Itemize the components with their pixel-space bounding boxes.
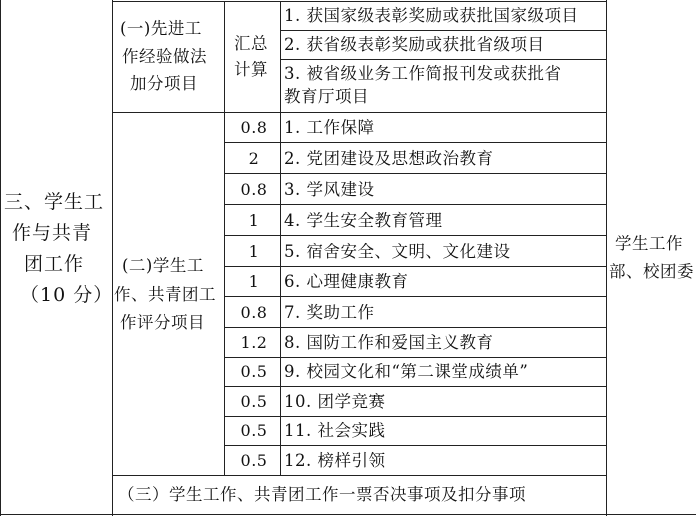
part1-method-line: 计算 [234,60,268,79]
rule-h [280,59,606,60]
item-label: 11. 社会实践 [284,421,386,440]
part3-name: （三）学生工作、共青团工作一票否决事项及扣分事项 [118,485,526,504]
item-label: 8. 国防工作和爱国主义教育 [284,333,494,352]
rule-h [280,30,606,31]
part1-item: 3. 被省级业务工作简报刊发或获批省 [284,64,562,83]
part2-name-line: 作、共青团工 [114,285,216,304]
part2-name-line: (二)学生工 [122,256,204,275]
item-score: 1 [248,211,260,230]
rule-h [0,514,696,515]
item-score: 0.8 [240,180,268,199]
rule-v [112,0,113,516]
item-score: 1 [248,272,260,291]
item-label: 5. 宿舍安全、文明、文化建设 [284,242,511,261]
rule-v [0,0,1,516]
item-score: 0.8 [240,303,268,322]
item-score: 0.5 [240,362,268,381]
rule-h [112,112,606,113]
item-label: 9. 校园文化和“第二课堂成绩单” [284,362,529,381]
rule-h [112,475,606,476]
item-label: 4. 学生安全教育管理 [284,211,443,230]
item-score: 2 [248,149,260,168]
item-label: 2. 党团建设及思想政治教育 [284,149,494,168]
item-score: 1.2 [240,333,268,352]
part1-name-line: 加分项目 [130,74,198,93]
rule-h [112,1,606,2]
item-score: 0.5 [240,392,268,411]
item-score: 0.5 [240,421,268,440]
section-title-line: 三、学生工 [4,191,105,213]
department-line: 学生工作 [615,234,683,253]
item-label: 1. 工作保障 [284,118,375,137]
rule-v [224,1,225,475]
part1-name-line: (一)先进工 [120,19,202,38]
part2-name-line: 作评分项目 [120,313,205,332]
item-label: 10. 团学竞赛 [284,392,386,411]
part1-name-line: 作经验做法 [122,47,207,66]
section-title-line: 团工作 [24,253,85,275]
rule-v [606,0,607,516]
section-title-line: 作与共青 [12,222,93,244]
department-line: 部、校团委 [609,262,694,281]
item-score: 0.8 [240,118,268,137]
item-score: 1 [248,242,260,261]
part1-item: 2. 获省级表彰奖励或获批省级项目 [284,35,545,54]
item-label: 3. 学风建设 [284,180,375,199]
section-title-line: （10 分） [20,284,114,306]
item-score: 0.5 [240,451,268,470]
part1-method-line: 汇总 [234,34,268,53]
part1-item: 1. 获国家级表彰奖励或获批国家级项目 [284,6,579,25]
rule-v [280,1,281,475]
item-label: 12. 榜样引领 [284,451,386,470]
item-label: 7. 奖助工作 [284,303,375,322]
item-label: 6. 心理健康教育 [284,272,409,291]
part1-item: 教育厅项目 [284,87,369,106]
